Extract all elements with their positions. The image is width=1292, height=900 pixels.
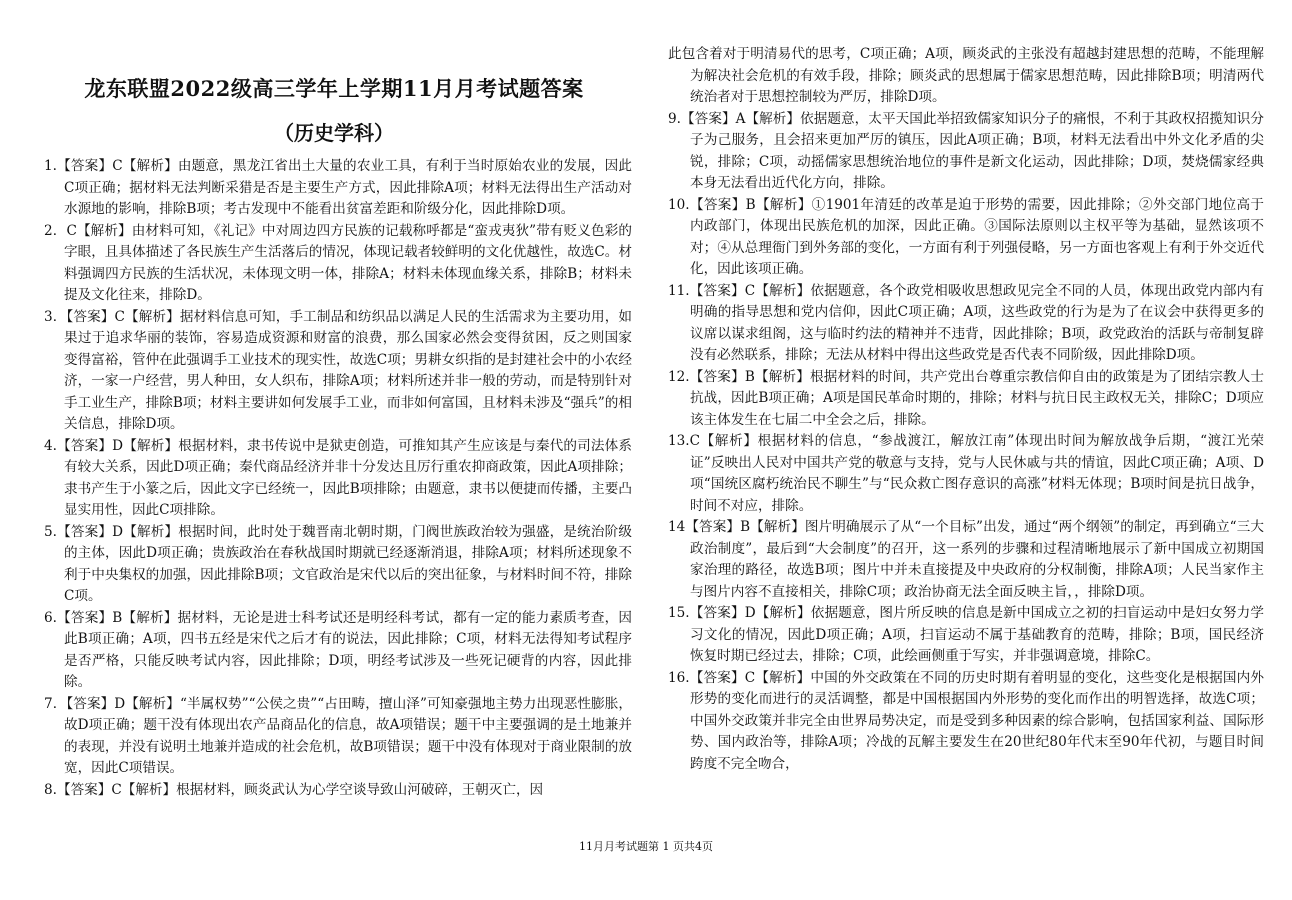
answer-item-13: 13.C【解析】根据材料的信息，“参战渡江，解放江南”体现出时间为解放战争后期，“渡江光荣证”反映出人民对中国共产党的敬意与支持，党与人民休戚与共的情谊，因此C项正确；A项、D项“国统区腐朽统治民不聊生”与“民众救亡图存意识的高涨”材料无体现；B项时间是抗日战争，时间不对应，排除。 — [668, 433, 1264, 514]
answer-item-7: 7．【答案】D【解析】“半属权势”“公侯之贵”“占田畴，擅山泽”可知豪强地主势力出现恶性膨胀，故D项正确；题干没有体现出农产品商品化的信息，故A项错误；题干中主要强调的是土地兼并的表现，并没有说明土地兼并造成的社会危机，故B项错误；题干中没有体现对于商业限制的放宽，因此C项错误。 — [44, 695, 632, 776]
answer-item-3: 3．【答案】C【解析】据材料信息可知，手工制品和纺织品以满足人民的生活需求为主要功用，如果过于追求华丽的装饰，容易造成资源和财富的浪费，那么国家必然会变得贫困，反之则国家变得富裕，管仲在此强调手工业技术的现实性，故选C项；男耕女织指的是封建社会中的小农经济，一家一户经营，男人种田，女人织布，排除A项；材料所述并非一般的劳动，而是特别针对手工业生产，排除B项；材料主要讲如何发展手工业，而非如何富国，且材料未涉及“强兵”的相关信息，排除D项。 — [44, 308, 632, 432]
right-column — [668, 44, 1264, 775]
answer-item-11: 11.【答案】C【解析】依据题意，各个政党相吸收思想政见完全不同的人员，体现出政党内部内有明确的指导思想和党内信仰，因此C项正确；A项，这些政党的行为是为了在议会中获得更多的议席以谋求组阁，这与临时约法的精神并不违背，因此排除；B项，政党政治的活跃与帝制复辟没有必然联系，排除；无法从材料中得出这些政党是否代表不同阶级，因此排除D项。 — [668, 282, 1264, 363]
page-title: 龙东联盟2022级高三学年上学期11月月考试题答案 — [84, 76, 584, 101]
answer-item-16: 16.【答案】C【解析】中国的外交政策在不同的历史时期有着明显的变化，这些变化是根据国内外形势的变化而进行的灵活调整，都是中国根据国内外形势的变化而作出的明智选择，故选C项；中国外交政策并非完全由世界局势决定，而是受到多种因素的综合影响，包括国家利益、国际形势、国内政治等，排除A项；冷战的瓦解主要发生在20世纪80年代末至90年代初，与题目时间跨度不完全吻合， — [668, 669, 1264, 772]
answer-item-4: 4.【答案】D【解析】根据材料，隶书传说中是狱吏创造，可推知其产生应该是与秦代的司法体系有较大关系，因此D项正确；秦代商品经济并非十分发达且厉行重农抑商政策，因此A项排除；隶书产生于小篆之后，因此文字已经统一，因此B项排除；由题意，隶书以便捷而传播，主要凸显实用性，因此C项排除。 — [44, 437, 632, 518]
answer-item-6: 6.【答案】B【解析】据材料，无论是进士科考试还是明经科考试，都有一定的能力素质考查，因此B项正确；A项，四书五经是宋代之后才有的说法，因此排除；C项，材料无法得知考试程序是否严格，只能反映考试内容，因此排除；D项，明经考试涉及一些死记硬背的内容，因此排除。 — [44, 609, 632, 690]
left-column — [36, 0, 632, 801]
answer-item-10: 10.【答案】B【解析】①1901年清廷的改革是迫于形势的需要，因此排除；②外交部门地位高于内政部门，体现出民族危机的加深，因此正确。③国际法原则以主权平等为基础，显然该项不对；④从总理衙门到外务部的变化，一方面有利于列强侵略，另一方面也客观上有利于外交近代化，因此该项正确。 — [668, 196, 1264, 277]
answer-item-2: 2．C【解析】由材料可知，《礼记》中对周边四方民族的记载称呼都是“蛮戎夷狄”带有贬义色彩的字眼，且具体描述了各民族生产生活落后的情况，体现记载者较鲜明的文化优越性，故选C。材料强调四方民族的生活状况，未体现文明一体，排除A；材料未体现血缘关系，排除B；材料未提及文化往来，排除D。 — [44, 222, 632, 303]
answer-item-14: 14【答案】B【解析】图片明确展示了从“一个目标”出发，通过“两个纲领”的制定，再到确立“三大政治制度”，最后到“大会制度”的召开，这一系列的步骤和过程清晰地展示了新中国成立初期国家治理的路径，故选B项；图片中并未直接提及中央政府的分权制衡，排除A项；人民当家作主与图片内容不直接相关，排除C项；政治协商无法全面反映主旨，，排除D项。 — [668, 519, 1264, 600]
answer-item-12: 12.【答案】B【解析】根据材料的时间，共产党出台尊重宗教信仰自由的政策是为了团结宗教人士抗战，因此B项正确；A项是国民革命时期的，排除；材料与抗日民主政权无关，排除C；D项应该主体发生在七届二中全会之后，排除。 — [668, 368, 1264, 428]
answer-item-5: 5.【答案】D【解析】根据时间，此时处于魏晋南北朝时期，门阀世族政治较为强盛，是统治阶级的主体，因此D项正确；贵族政治在春秋战国时期就已经逐渐消退，排除A项；材料所述现象不利于中央集权的加强，因此排除B项；文官政治是宋代以后的突出征象，与材料时间不符，排除C项。 — [44, 523, 632, 604]
answer-item-8-continued: 此包含着对于明清易代的思考，C项正确；A项，顾炎武的主张没有超越封建思想的范畴，不能理解为解决社会危机的有效手段，排除；顾炎武的思想属于儒家思想范畴，因此排除B项；明清两代统治者对于思想控制较为严厉，排除D项。 — [668, 46, 1264, 105]
answer-item-8: 8.【答案】C【解析】根据材料，顾炎武认为心学空谈导致山河破碎，王朝灭亡，因 — [44, 781, 544, 798]
page-subtitle: （历史学科） — [274, 121, 394, 145]
page-footer: 11月月考试题第 1 页共4页 — [579, 840, 713, 853]
answer-item-9: 9.【答案】A【解析】依据题意，太平天国此举招致儒家知识分子的痛恨，不利于其政权招揽知识分子为己服务，且会招来更加严厉的镇压，因此A项正确；B项，材料无法看出中外文化矛盾的尖锐，排除；C项，动摇儒家思想统治地位的事件是新文化运动，因此排除；D项，焚烧儒家经典本身无法看出近代化方向，排除。 — [668, 110, 1264, 191]
answer-item-15: 15.【答案】D【解析】依据题意，图片所反映的信息是新中国成立之初的扫盲运动中是妇女努力学习文化的情况，因此D项正确；A项，扫盲运动不属于基础教育的范畴，排除；B项，国民经济恢复时期已经过去，排除；C项，此绘画侧重于写实，并非强调意境，排除C。 — [668, 605, 1264, 664]
answer-item-1: 1.【答案】C【解析】由题意，黑龙江省出土大量的农业工具，有利于当时原始农业的发展，因此C项正确；据材料无法判断采猎是否是主要生产方式，因此排除A项；材料无法得出生产活动对水源地的影响，排除B项；考古发现中不能看出贫富差距和阶级分化，因此排除D项。 — [44, 158, 632, 217]
